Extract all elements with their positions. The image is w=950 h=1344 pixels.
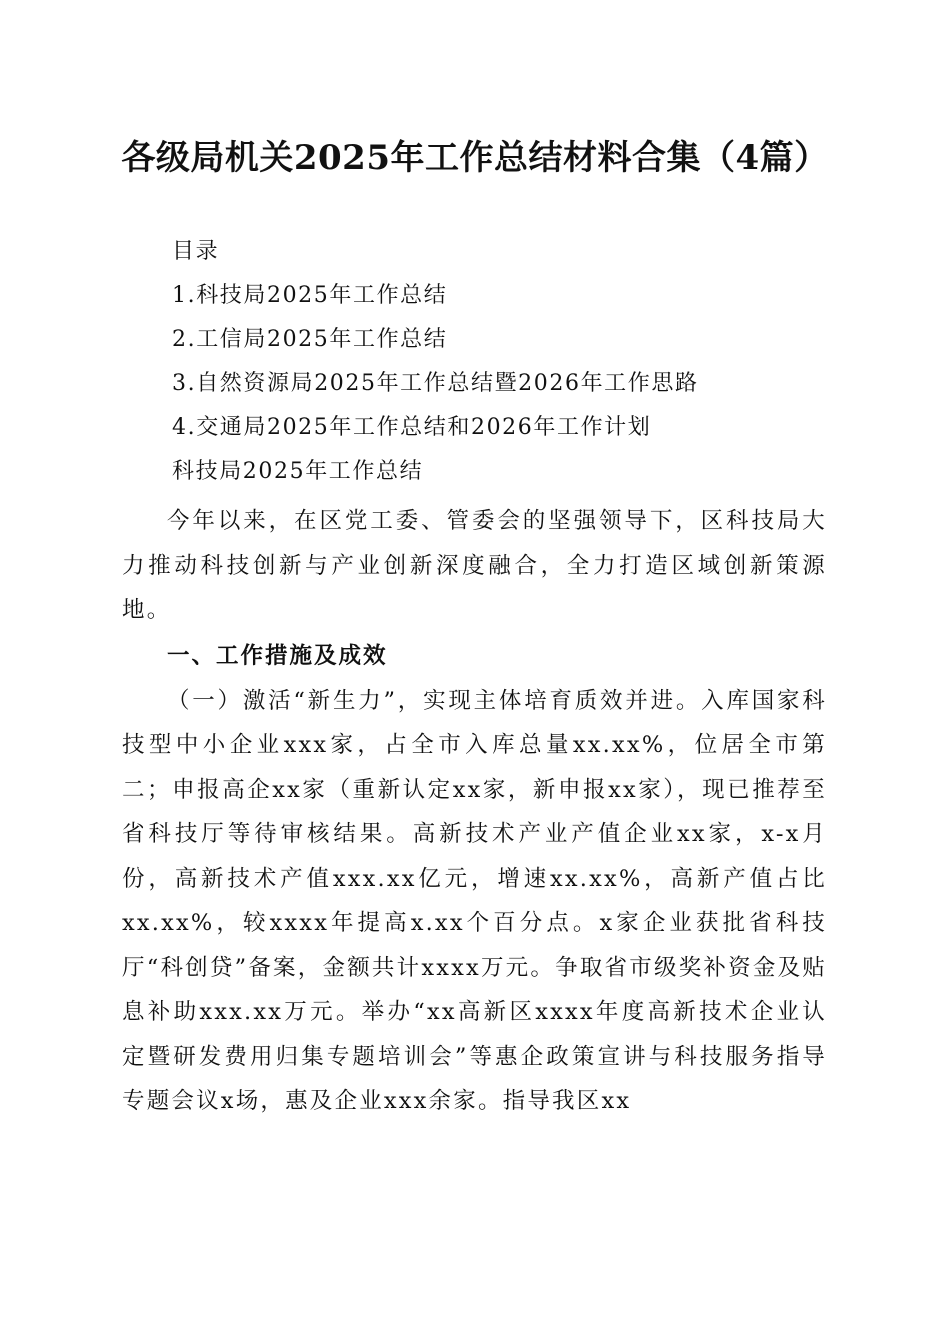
body-paragraph: [122, 679, 827, 1124]
toc-item: 2.工信局2025年工作总结: [172, 327, 448, 352]
toc-item: 1.科技局2025年工作总结: [172, 283, 448, 308]
table-of-contents: [172, 230, 852, 494]
toc-item: 4.交通局2025年工作总结和2026年工作计划: [172, 415, 652, 440]
toc-item: 3.自然资源局2025年工作总结暨2026年工作思路: [172, 371, 699, 396]
section-heading: 一、工作措施及成效: [167, 642, 388, 669]
toc-heading: 目录: [172, 239, 220, 264]
subsection-heading: （一）激活“新生力”，实现主体培育质效并进。: [167, 687, 702, 714]
document-body: [122, 499, 827, 1124]
document-title: 各级局机关2025年工作总结材料合集（4篇）: [121, 138, 829, 178]
section-title: 科技局2025年工作总结: [172, 459, 424, 484]
intro-paragraph: 今年以来，在区党工委、管委会的坚强领导下，区科技局大力推动科技创新与产业创新深度融合，全力打造区域创新策源地。: [122, 508, 827, 623]
paragraph-text: 入库国家科技型中小企业xxx家，占全市入库总量xx.xx%，位居全市第二；申报高企xx家（重新认定xx家，新申报xx家），现已推荐至省科技厅等待审核结果。高新技术产业产值企业xx家，x-x月份，高新技术产值xxx.xx亿元，增速xx.xx%，高新产值占比xx.xx%，较xxxx年提高x.xx个百分点。x家企业获批省科技厅“科创贷”备案，金额共计xxxx万元。争取省市级奖补资金及贴息补助xxx.xx万元。举办“xx高新区xxxx年度高新技术企业认定暨研发费用归集专题培训会”等惠企政策宣讲与科技服务指导专题会议x场，惠及企业xxx余家。指导我区xx: [122, 687, 827, 1114]
